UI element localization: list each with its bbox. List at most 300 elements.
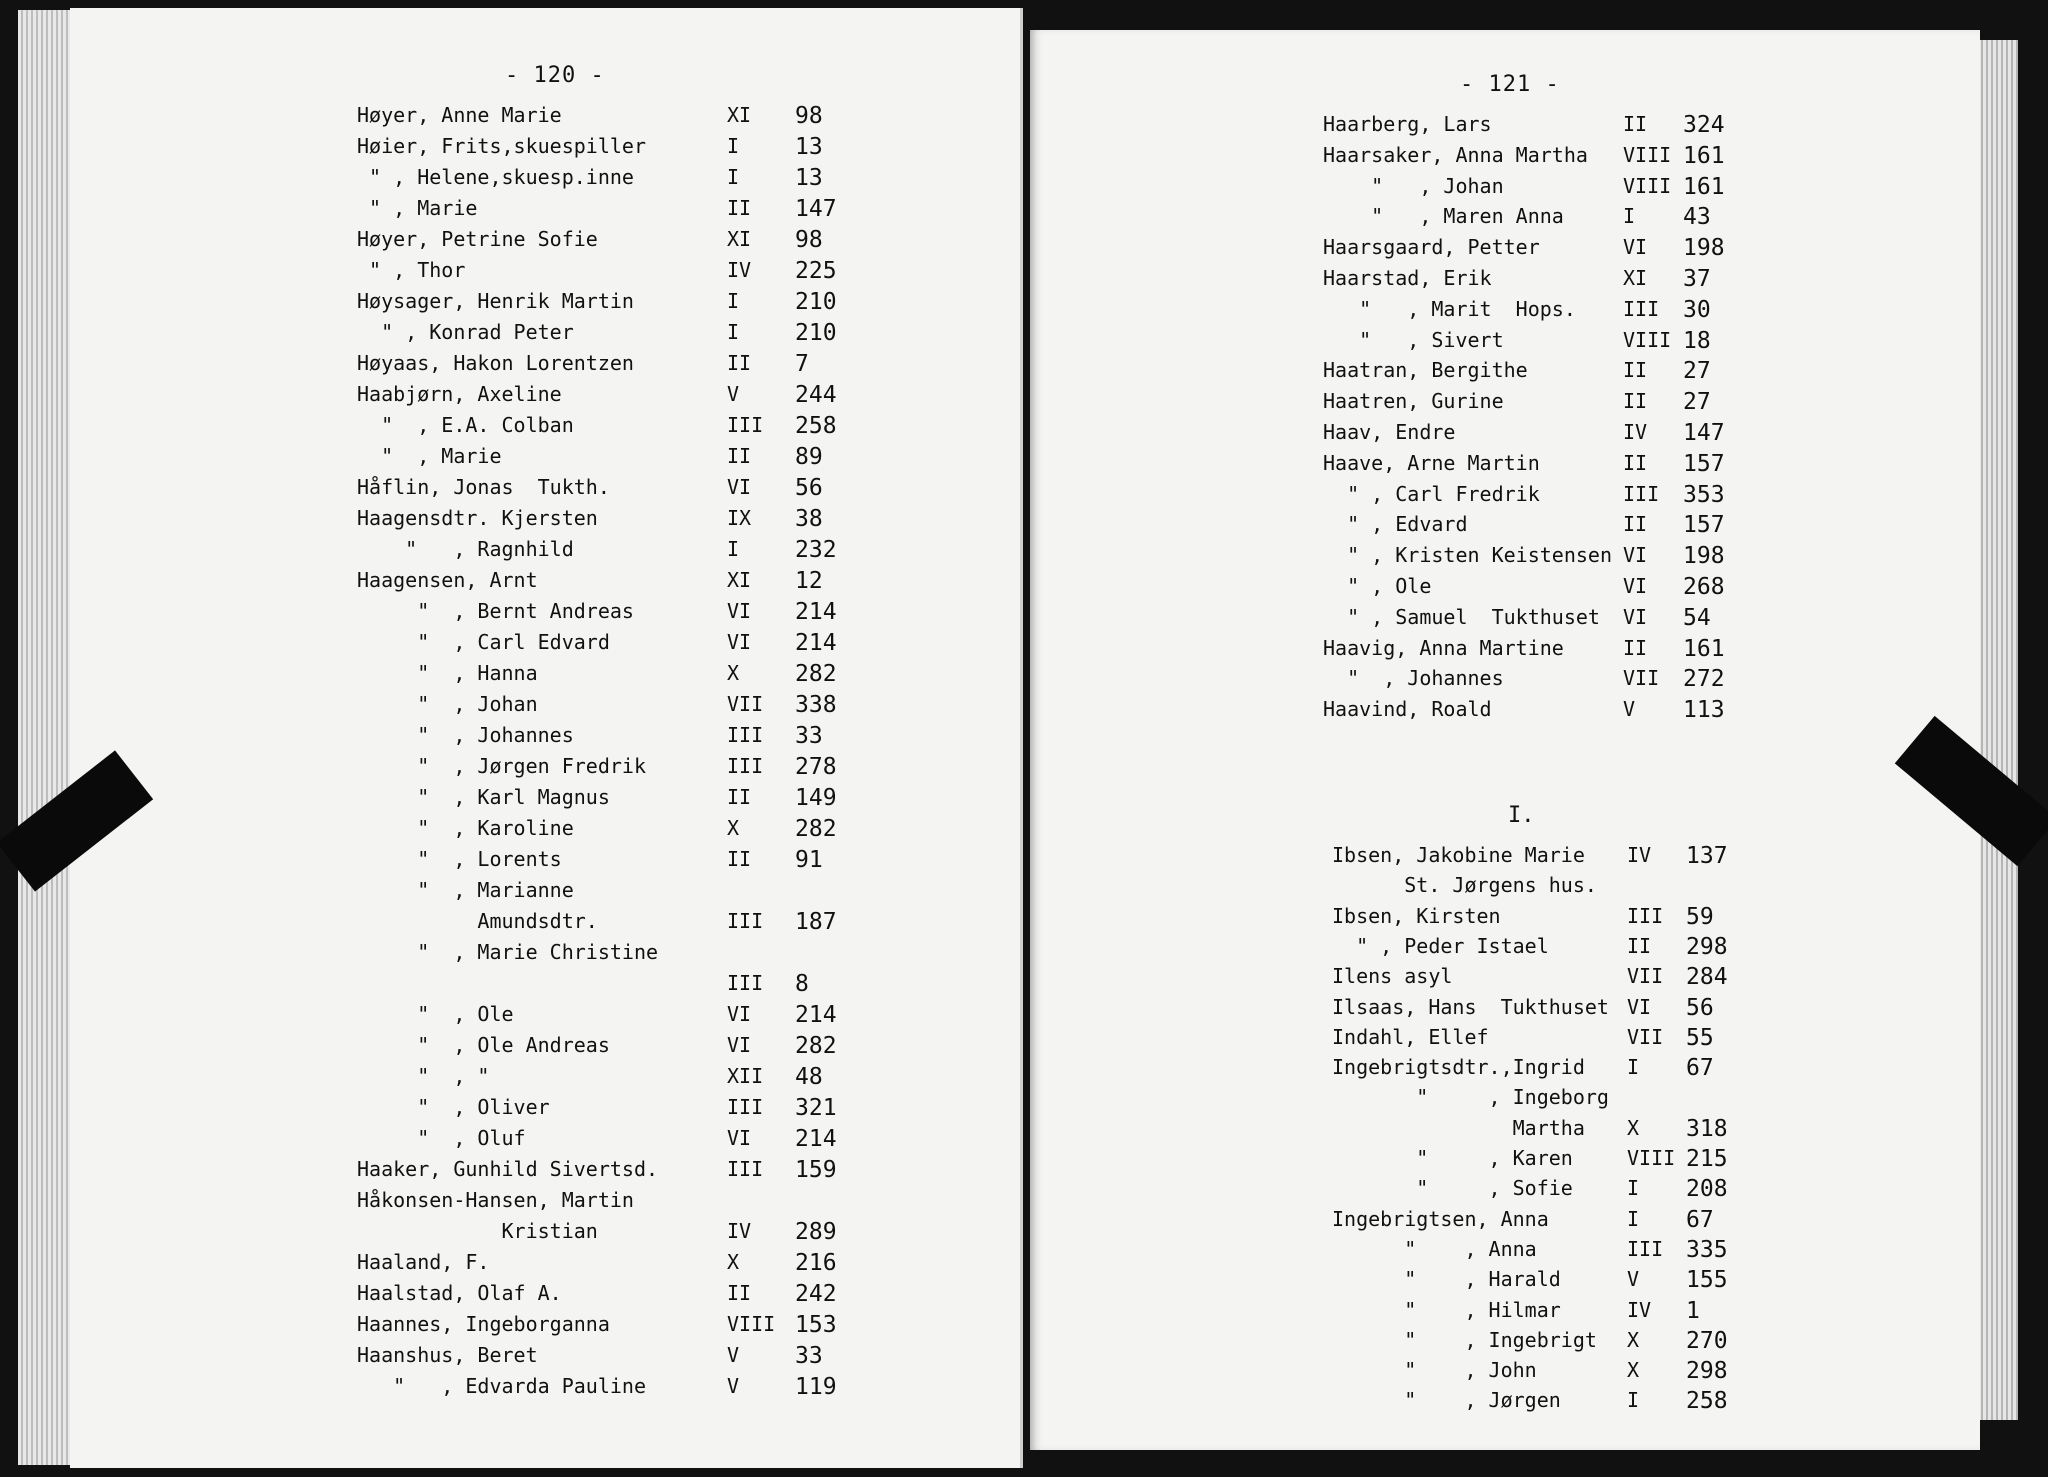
index-entry-page: 338 <box>795 692 837 718</box>
index-entry <box>1323 328 1980 358</box>
index-entry-page: 33 <box>795 723 823 749</box>
index-entry-page: 335 <box>1686 1236 1728 1263</box>
index-entry <box>1323 697 1980 727</box>
index-entry-name: Haarstad, Erik <box>1323 266 1492 290</box>
index-entry-volume: X <box>1627 1358 1640 1383</box>
index-entry-volume: V <box>727 1374 740 1398</box>
index-entry-volume: IV <box>727 1219 752 1243</box>
index-entry-name: " , Carl Fredrik <box>1323 481 1540 506</box>
index-entry-volume: VI <box>727 1002 752 1026</box>
index-entry-name: " , Karoline <box>357 816 574 840</box>
index-entry-page: 27 <box>1683 389 1711 416</box>
index-entry <box>1332 1085 1980 1115</box>
index-entry-page: 147 <box>795 196 837 222</box>
index-entry-page: 198 <box>1683 543 1725 570</box>
index-entry-name: Haagensdtr. Kjersten <box>357 506 598 530</box>
index-entry-volume: VI <box>727 599 752 623</box>
index-entry-name: " , E.A. Colban <box>357 413 574 437</box>
index-entry <box>357 1281 1023 1311</box>
index-entry-page: 54 <box>1683 604 1711 631</box>
index-entry-volume: VI <box>727 1033 752 1057</box>
index-entry-name: " , Karen <box>1332 1146 1573 1170</box>
index-entry-name: " , Ole Andreas <box>357 1033 610 1057</box>
index-entry-name: Haav, Endre <box>1323 420 1456 444</box>
index-entry <box>1332 1116 1980 1146</box>
index-entry <box>1323 636 1980 666</box>
index-entry-volume: VI <box>1623 543 1648 568</box>
index-entry <box>1323 235 1980 265</box>
index-entry-volume: IV <box>727 258 752 282</box>
index-entry-name: " , Marie <box>357 444 502 468</box>
index-entry <box>357 971 1023 1001</box>
index-entry-page: 298 <box>1686 1358 1728 1385</box>
index-entry-page: 278 <box>795 754 837 780</box>
index-entry <box>357 1343 1023 1373</box>
index-entry-name: Haave, Arne Martin <box>1323 450 1540 475</box>
index-entry <box>357 692 1023 722</box>
index-entry-page: 98 <box>795 103 823 129</box>
index-entry-name: Høyer, Anne Marie <box>357 103 562 127</box>
index-entry-name: " , Hanna <box>357 661 538 685</box>
index-entry-volume: I <box>1627 1388 1640 1413</box>
index-entry-volume: IV <box>1627 1297 1652 1322</box>
index-entry-volume: V <box>1627 1267 1640 1292</box>
index-entry <box>357 1064 1023 1094</box>
index-entry <box>357 909 1023 939</box>
index-entry <box>357 1219 1023 1249</box>
index-entry-page: 157 <box>1683 450 1725 477</box>
index-entry-name: " , Lorents <box>357 847 562 871</box>
index-entry-name: " , Marianne <box>357 878 574 902</box>
index-entry <box>1332 1328 1980 1358</box>
index-entry-volume: II <box>1627 933 1652 958</box>
index-entry <box>1332 1237 1980 1267</box>
index-entry <box>1323 451 1980 481</box>
index-entry-volume: VIII <box>1623 142 1672 167</box>
index-entry-page: 282 <box>795 1033 837 1059</box>
index-entry-name: Haalstad, Olaf A. <box>357 1281 562 1305</box>
index-entry-name: " , Edvarda Pauline <box>357 1374 646 1398</box>
index-entry <box>1323 266 1980 296</box>
index-entry-page: 8 <box>795 971 809 997</box>
index-entry-name: Ingebrigtsdtr.,Ingrid <box>1332 1055 1585 1080</box>
index-entry-page: 13 <box>795 165 823 191</box>
index-entry <box>357 599 1023 629</box>
index-entry <box>357 227 1023 257</box>
index-entry <box>357 165 1023 195</box>
index-entry <box>1332 873 1980 903</box>
index-entry-name: Ilsaas, Hans Tukthuset <box>1332 994 1609 1019</box>
index-entry <box>357 1250 1023 1280</box>
index-entry-volume: III <box>727 909 764 933</box>
index-entry-name: " , Johannes <box>1323 666 1504 691</box>
index-entry-volume: XI <box>727 227 752 251</box>
index-entry-page: 137 <box>1686 843 1728 869</box>
index-entry <box>357 1374 1023 1404</box>
index-entry-page: 43 <box>1683 204 1711 231</box>
index-entry-name: " , Maren Anna <box>1323 204 1564 229</box>
index-entry-name: Haatren, Gurine <box>1323 389 1504 414</box>
index-entry-page: 208 <box>1686 1176 1728 1203</box>
index-entry-name: " , Jørgen <box>1332 1388 1561 1413</box>
index-entry-name: Haaker, Gunhild Sivertsd. <box>357 1157 659 1181</box>
index-entry-name: " , Anna <box>1332 1236 1537 1261</box>
index-entry-name: Haarsgaard, Petter <box>1323 235 1540 260</box>
index-entry-name: Ilens asyl <box>1332 964 1453 989</box>
index-entry-volume: II <box>727 444 752 468</box>
index-entry-name: Haannes, Ingeborganna <box>357 1312 610 1336</box>
index-entry-name: " , Sivert <box>1323 327 1504 352</box>
index-entry-page: 7 <box>795 351 809 377</box>
index-entry <box>1332 1146 1980 1176</box>
index-entry-page: 12 <box>795 568 823 594</box>
index-entry-name: " , Carl Edvard <box>357 630 610 654</box>
index-entry-volume: II <box>1623 635 1648 660</box>
page-number-left: - 120 - <box>505 63 605 88</box>
index-entry <box>1323 574 1980 604</box>
index-entry-page: 215 <box>1686 1146 1728 1172</box>
index-entry-page: 113 <box>1683 697 1725 724</box>
index-entry-name: " , Helene,skuesp.inne <box>357 165 634 189</box>
index-entry <box>357 134 1023 164</box>
index-entry <box>357 785 1023 815</box>
index-entry <box>1332 1358 1980 1388</box>
index-entry-name: " , Edvard <box>1323 512 1468 537</box>
index-entry-page: 214 <box>795 1126 837 1152</box>
index-entry-name: Indahl, Ellef <box>1332 1024 1489 1049</box>
index-entry-volume: X <box>727 1250 740 1274</box>
right-page-edges <box>1978 40 2018 1420</box>
index-entry-volume: II <box>1623 389 1648 414</box>
index-entry-volume: X <box>727 661 740 685</box>
index-entry-volume: I <box>727 289 740 313</box>
index-entry <box>357 351 1023 381</box>
index-entry <box>357 382 1023 412</box>
index-entry-volume: III <box>727 971 764 995</box>
index-entry-page: 282 <box>795 661 837 687</box>
left-page <box>70 8 1023 1468</box>
index-entry <box>1332 964 1980 994</box>
index-entry-name: " , Ragnhild <box>357 537 574 561</box>
index-entry <box>1323 420 1980 450</box>
index-entry-page: 187 <box>795 909 837 935</box>
index-entry-volume: II <box>1623 358 1648 383</box>
index-entry-volume: II <box>1623 112 1648 136</box>
index-entry-name: " , Ingebrigt <box>1332 1327 1597 1352</box>
index-entry-page: 37 <box>1683 266 1711 292</box>
index-entry-volume: VII <box>1627 1024 1664 1049</box>
index-entry-page: 147 <box>1683 420 1725 446</box>
index-entry-page: 198 <box>1683 235 1725 262</box>
index-entry-volume: VIII <box>1623 327 1672 352</box>
index-entry <box>357 196 1023 226</box>
index-entry-name: " , Bernt Andreas <box>357 599 634 623</box>
index-entry <box>357 816 1023 846</box>
index-entry-page: 30 <box>1683 296 1711 323</box>
index-entry-name: " , Jørgen Fredrik <box>357 754 646 778</box>
index-entry-name: " , " <box>357 1064 490 1088</box>
index-entry <box>357 1126 1023 1156</box>
index-entry-page: 157 <box>1683 512 1725 539</box>
index-entry-page: 38 <box>795 506 823 532</box>
index-entry-volume: III <box>1623 296 1660 321</box>
index-entry-volume: VIII <box>1623 173 1672 198</box>
index-entry-page: 353 <box>1683 481 1725 508</box>
index-entry-name: Høyer, Petrine Sofie <box>357 227 598 251</box>
index-entry <box>357 1095 1023 1125</box>
index-entry-name: Håflin, Jonas Tukth. <box>357 475 610 499</box>
index-entry-volume: III <box>727 1157 764 1181</box>
index-entry-name: Ibsen, Jakobine Marie <box>1332 843 1585 867</box>
index-entry-page: 67 <box>1686 1206 1714 1233</box>
index-entry-page: 91 <box>795 847 823 873</box>
index-entry-volume: V <box>1623 697 1636 722</box>
index-entry-page: 282 <box>795 816 837 842</box>
index-entry-page: 27 <box>1683 358 1711 385</box>
index-entry <box>357 1002 1023 1032</box>
index-entry-name: Håkonsen-Hansen, Martin <box>357 1188 634 1212</box>
index-entry-volume: VI <box>727 475 752 499</box>
index-entry <box>357 723 1023 753</box>
index-entry-page: 324 <box>1683 112 1725 138</box>
index-entry-volume: III <box>1627 1236 1664 1261</box>
index-entry <box>357 103 1023 133</box>
index-entry-volume: IX <box>727 506 752 530</box>
left-page-edges <box>18 10 78 1465</box>
index-entry-name: Haaland, F. <box>357 1250 490 1274</box>
index-entry-page: 149 <box>795 785 837 811</box>
index-entry-name: " , Samuel Tukthuset <box>1323 604 1600 629</box>
index-entry-volume: III <box>1627 903 1664 928</box>
index-entry-name: Haabjørn, Axeline <box>357 382 562 406</box>
index-entry-name: " , Marie Christine <box>357 940 659 964</box>
index-entry <box>357 878 1023 908</box>
index-entry-page: 289 <box>795 1219 837 1245</box>
index-entry-volume: VII <box>727 692 764 716</box>
index-entry-name: " , Hilmar <box>1332 1297 1561 1322</box>
index-entry <box>357 506 1023 536</box>
index-entry-page: 56 <box>795 475 823 501</box>
index-entry-page: 89 <box>795 444 823 470</box>
index-entry-volume: I <box>1623 204 1636 229</box>
index-entry <box>357 630 1023 660</box>
index-entry-volume: IV <box>1627 843 1652 867</box>
index-entry <box>1323 204 1980 234</box>
section-heading-i: I. <box>1508 803 1535 828</box>
index-entry-volume: VI <box>1623 574 1648 598</box>
index-entry-name: Haanshus, Beret <box>357 1343 538 1367</box>
index-entry-volume: V <box>727 1343 740 1367</box>
index-entry <box>357 1312 1023 1342</box>
index-entry <box>1332 1055 1980 1085</box>
index-entry-name: " , Kristen Keistensen <box>1323 543 1612 568</box>
index-entry-name: " , Thor <box>357 258 466 282</box>
index-entry-page: 33 <box>795 1343 823 1369</box>
index-entry <box>357 444 1023 474</box>
index-entry-page: 210 <box>795 320 837 346</box>
index-entry-volume: VIII <box>727 1312 776 1336</box>
index-entry-name: " , Marit Hops. <box>1323 296 1576 321</box>
index-entry <box>1323 358 1980 388</box>
index-entry <box>357 320 1023 350</box>
index-entry-name: " , Karl Magnus <box>357 785 610 809</box>
index-entry-volume: XI <box>727 103 752 127</box>
index-entry-page: 56 <box>1686 994 1714 1021</box>
index-entry-page: 268 <box>1683 574 1725 600</box>
index-entry-name: " , Johan <box>1323 173 1504 198</box>
index-entry-volume: X <box>1627 1327 1640 1352</box>
index-entry-volume: VI <box>1627 994 1652 1019</box>
index-entry <box>1332 1267 1980 1297</box>
index-entry-volume: VI <box>1623 604 1648 629</box>
index-entry-volume: III <box>727 1095 764 1119</box>
index-entry <box>357 258 1023 288</box>
index-entry <box>1332 995 1980 1025</box>
index-entry-page: 59 <box>1686 903 1714 930</box>
index-entry-name: " , Ole <box>357 1002 514 1026</box>
index-entry-volume: I <box>1627 1176 1640 1201</box>
index-entry-page: 270 <box>1686 1327 1728 1354</box>
index-entry-name: " , Johannes <box>357 723 574 747</box>
index-entry-name: Haavig, Anna Martine <box>1323 635 1564 660</box>
index-entry <box>357 1033 1023 1063</box>
index-entry-volume: VI <box>727 1126 752 1150</box>
index-entry <box>1323 482 1980 512</box>
index-entry <box>357 568 1023 598</box>
index-entry-page: 214 <box>795 630 837 656</box>
index-entry-page: 242 <box>795 1281 837 1307</box>
index-entry-name: Høyaas, Hakon Lorentzen <box>357 351 634 375</box>
index-entry <box>357 413 1023 443</box>
index-entry-name: Haavind, Roald <box>1323 697 1492 722</box>
index-entry <box>357 1188 1023 1218</box>
index-entry-page: 161 <box>1683 173 1725 200</box>
index-entry-page: 284 <box>1686 964 1728 991</box>
index-entry-name: " , John <box>1332 1358 1537 1383</box>
index-entry-volume: VII <box>1627 964 1664 989</box>
index-entry-volume: II <box>1623 450 1648 475</box>
index-entry-volume: I <box>727 320 740 344</box>
index-entry-volume: VII <box>1623 666 1660 691</box>
index-entry <box>1332 934 1980 964</box>
index-entry-name: " , Ingeborg <box>1332 1085 1609 1110</box>
index-entry-volume: XII <box>727 1064 764 1088</box>
index-entry-page: 161 <box>1683 635 1725 662</box>
index-entry <box>357 754 1023 784</box>
index-entry-page: 272 <box>1683 666 1725 693</box>
index-entry <box>1323 174 1980 204</box>
index-entry-page: 153 <box>795 1312 837 1338</box>
index-entry-volume: I <box>727 165 740 189</box>
index-entry-page: 18 <box>1683 327 1711 354</box>
index-entry-volume: I <box>727 537 740 561</box>
index-entry <box>1332 904 1980 934</box>
index-entry-volume: III <box>727 754 764 778</box>
index-entry-page: 13 <box>795 134 823 160</box>
index-entry <box>1323 543 1980 573</box>
index-entry <box>1323 143 1980 173</box>
index-entry-name: Martha <box>1332 1115 1585 1140</box>
index-entry-volume: II <box>727 351 752 375</box>
index-entry-name: " , Johan <box>357 692 538 716</box>
index-entry-page: 321 <box>795 1095 837 1121</box>
page-number-right: - 121 - <box>1460 72 1560 97</box>
index-entry-page: 225 <box>795 258 837 284</box>
index-entry-volume: I <box>1627 1055 1640 1080</box>
index-entry <box>357 1157 1023 1187</box>
index-entry <box>1323 297 1980 327</box>
index-entry-page: 1 <box>1686 1297 1700 1324</box>
index-entry-name: " , Sofie <box>1332 1176 1573 1201</box>
index-entry <box>1332 1207 1980 1237</box>
index-entry-page: 159 <box>795 1157 837 1183</box>
index-entry-page: 155 <box>1686 1267 1728 1294</box>
index-entry-volume: VI <box>1623 235 1648 260</box>
index-entry-page: 67 <box>1686 1055 1714 1082</box>
index-entry <box>1332 1176 1980 1206</box>
index-entry-name: Haagensen, Arnt <box>357 568 538 592</box>
index-entry <box>357 537 1023 567</box>
index-entry-name: " , Marie <box>357 196 478 220</box>
index-entry-volume: II <box>727 785 752 809</box>
index-entry-volume: XI <box>1623 266 1648 290</box>
index-entry <box>1332 843 1980 873</box>
index-entry <box>357 847 1023 877</box>
index-entry <box>1332 1025 1980 1055</box>
index-entry-volume: III <box>727 413 764 437</box>
index-entry-name: " , Oliver <box>357 1095 550 1119</box>
index-entry-volume: II <box>727 847 752 871</box>
index-entry-page: 258 <box>1686 1388 1728 1415</box>
index-entry-name: Amundsdtr. <box>357 909 598 933</box>
index-entry-name: Haarsaker, Anna Martha <box>1323 142 1588 167</box>
index-entry-page: 55 <box>1686 1024 1714 1051</box>
index-entry-volume: II <box>727 1281 752 1305</box>
index-entry-page: 214 <box>795 1002 837 1028</box>
index-entry-name: Høysager, Henrik Martin <box>357 289 634 313</box>
index-entry-volume: XI <box>727 568 752 592</box>
index-entry <box>1323 112 1980 142</box>
index-entry <box>1323 512 1980 542</box>
index-entry-page: 210 <box>795 289 837 315</box>
index-entry-page: 161 <box>1683 142 1725 169</box>
index-entry <box>1323 605 1980 635</box>
index-entry-volume: I <box>1627 1206 1640 1231</box>
index-entry-volume: VI <box>727 630 752 654</box>
index-entry-name: Kristian <box>357 1219 598 1243</box>
index-entry-volume: I <box>727 134 740 158</box>
index-entry-page: 232 <box>795 537 837 563</box>
index-entry-page: 298 <box>1686 933 1728 960</box>
index-entry-page: 119 <box>795 1374 837 1400</box>
index-entry <box>1323 666 1980 696</box>
index-entry-name: Haatran, Bergithe <box>1323 358 1528 383</box>
index-entry-name: Høier, Frits,skuespiller <box>357 134 646 158</box>
index-entry-name: " , Oluf <box>357 1126 526 1150</box>
index-entry-volume: VIII <box>1627 1146 1676 1170</box>
index-entry <box>1323 389 1980 419</box>
right-page <box>1030 30 1980 1450</box>
index-entry <box>1332 1388 1980 1418</box>
index-entry <box>1332 1298 1980 1328</box>
index-entry-name: " , Konrad Peter <box>357 320 574 344</box>
index-entry-name: " , Peder Istael <box>1332 933 1549 958</box>
index-entry-page: 48 <box>795 1064 823 1090</box>
index-entry-name: " , Harald <box>1332 1267 1561 1292</box>
index-entry <box>357 475 1023 505</box>
index-entry-name: Haarberg, Lars <box>1323 112 1492 136</box>
index-entry-name: Ingebrigtsen, Anna <box>1332 1206 1549 1231</box>
